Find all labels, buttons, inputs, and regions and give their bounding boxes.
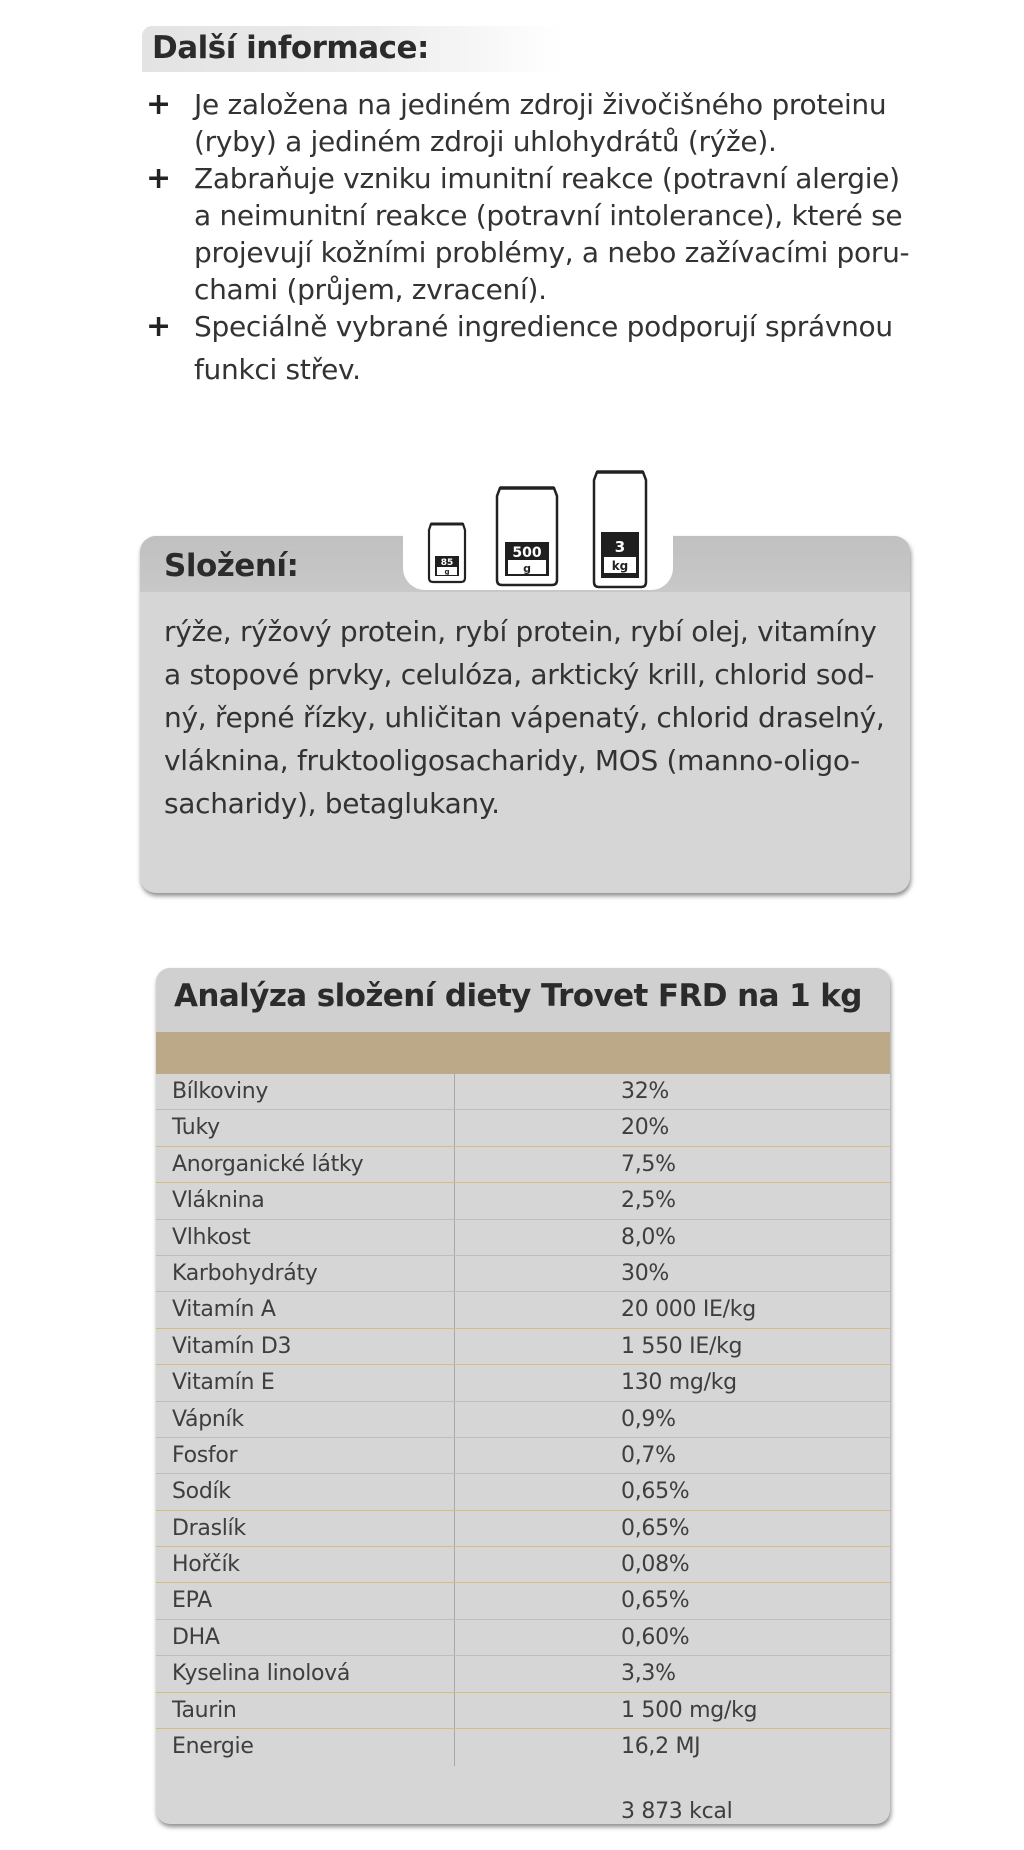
info-item-line: Speciálně vybrané ingredience podporují správnou: [194, 310, 893, 343]
nutrient-value: 7,5%: [621, 1151, 676, 1177]
table-row: [156, 1256, 890, 1292]
nutrient-name: DHA: [172, 1624, 220, 1650]
nutrient-name: Tuky: [172, 1115, 220, 1141]
table-row: [156, 1583, 890, 1619]
energy-kcal-value: 3 873 kcal: [621, 1799, 733, 1824]
nutrient-name: Vitamín D3: [172, 1333, 292, 1359]
analysis-header: [156, 968, 890, 1032]
table-row: [156, 1147, 890, 1183]
nutrient-name: Kyselina linolová: [172, 1661, 351, 1687]
bag-3-unit: kg: [611, 559, 629, 573]
plus-bullet-icon: +: [146, 87, 171, 122]
table-row: [156, 1729, 890, 1765]
nutrient-name: Bílkoviny: [172, 1079, 269, 1104]
info-item: [146, 160, 946, 308]
analysis-title: Analýza složení diety Trovet FRD na 1 kg: [174, 978, 862, 1014]
info-item: [146, 86, 946, 160]
nutrient-value: 1 550 IE/kg: [621, 1333, 743, 1359]
nutrient-value: 3,3%: [621, 1661, 676, 1687]
info-item: [146, 308, 946, 388]
bag-85-unit: g: [444, 568, 450, 576]
nutrient-value: 8,0%: [621, 1224, 676, 1250]
nutrient-name: Taurin: [172, 1697, 237, 1723]
nutrient-value: 16,2 MJ: [621, 1734, 701, 1760]
bag-500-unit: g: [523, 562, 531, 575]
nutrient-name: Draslík: [172, 1515, 246, 1541]
composition-title: Složení:: [164, 548, 299, 584]
nutrient-value: 20%: [621, 1115, 669, 1141]
info-item-line: Zabraňuje vzniku imunitní reakce (potravní alergie): [194, 162, 900, 195]
table-row: [156, 1547, 890, 1583]
nutrient-name: Anorganické látky: [172, 1151, 364, 1177]
info-item-line: (ryby) a jediném zdroji uhlohydrátů (rýže).: [194, 125, 777, 158]
table-row: [156, 1402, 890, 1438]
composition-line: ný, řepné řízky, uhličitan vápenatý, chlorid draselný,: [164, 701, 885, 734]
analysis-panel: [156, 968, 890, 1824]
nutrient-value: 32%: [621, 1079, 669, 1104]
nutrient-value: 2,5%: [621, 1188, 676, 1214]
table-row: [156, 1620, 890, 1656]
composition-line: vláknina, fruktooligosacharidy, MOS (manno-oligo-: [164, 744, 860, 777]
composition-line: sacharidy), betaglukany.: [164, 787, 500, 820]
nutrient-value: 0,9%: [621, 1406, 676, 1432]
table-row: [156, 1511, 890, 1547]
nutrient-value: 0,65%: [621, 1515, 690, 1541]
nutrient-name: Karbohydráty: [172, 1260, 318, 1286]
analysis-table: [156, 1074, 890, 1824]
nutrient-name: Vláknina: [172, 1188, 265, 1214]
table-row: [156, 1110, 890, 1146]
info-list: [146, 86, 946, 388]
composition-line: a stopové prvky, celulóza, arktický krill, chlorid sod-: [164, 658, 875, 691]
table-row: [156, 1474, 890, 1510]
nutrient-name: Vlhkost: [172, 1224, 251, 1250]
info-section-header: [142, 26, 562, 72]
info-item-line: a neimunitní reakce (potravní intolerance), které se: [194, 199, 903, 232]
table-row: [156, 1438, 890, 1474]
bag-3kg-icon: [589, 466, 651, 592]
info-item-line: projevují kožními problémy, a nebo zažívacími poru-: [194, 236, 910, 269]
info-title: Další informace:: [152, 30, 429, 66]
table-row: [156, 1656, 890, 1692]
table-row: [156, 1183, 890, 1219]
nutrient-name: Fosfor: [172, 1442, 238, 1468]
nutrient-value: 20 000 IE/kg: [621, 1297, 756, 1323]
nutrient-name: EPA: [172, 1588, 212, 1614]
plus-bullet-icon: +: [146, 161, 171, 196]
nutrient-name: Vápník: [172, 1406, 244, 1432]
plus-bullet-icon: +: [146, 309, 171, 344]
info-item-line: chami (průjem, zvracení).: [194, 273, 547, 306]
bag-85-amount: 85: [440, 558, 454, 568]
nutrient-name: Sodík: [172, 1479, 231, 1505]
table-row: [156, 1693, 890, 1729]
table-row: [156, 1329, 890, 1365]
composition-text: [164, 610, 894, 825]
nutrient-value: 30%: [621, 1260, 669, 1286]
nutrient-value: 1 500 mg/kg: [621, 1697, 758, 1723]
composition-line: rýže, rýžový protein, rybí protein, rybí olej, vitamíny: [164, 615, 877, 648]
table-row: [156, 1292, 890, 1328]
bag-85g-icon: [424, 518, 470, 586]
nutrient-name: Hořčík: [172, 1552, 240, 1578]
nutrient-value: 0,7%: [621, 1442, 676, 1468]
info-item-line: funkci střev.: [194, 353, 361, 386]
nutrient-name: Energie: [172, 1734, 254, 1760]
bag-3-amount: 3: [614, 538, 626, 556]
bag-500g-icon: [491, 482, 563, 590]
table-row: [156, 1365, 890, 1401]
table-row: [156, 1220, 890, 1256]
analysis-header-band: [156, 1032, 890, 1074]
nutrient-value: 0,65%: [621, 1479, 690, 1505]
nutrient-value: 0,60%: [621, 1624, 690, 1650]
info-item-line: Je založena na jediném zdroji živočišného proteinu: [194, 88, 887, 121]
nutrient-value: 130 mg/kg: [621, 1370, 737, 1396]
nutrient-name: Vitamín E: [172, 1370, 275, 1396]
bag-500-amount: 500: [512, 545, 542, 561]
nutrient-name: Vitamín A: [172, 1297, 276, 1323]
nutrient-value: 0,65%: [621, 1588, 690, 1614]
table-row: [156, 1074, 890, 1110]
nutrient-value: 0,08%: [621, 1552, 690, 1578]
